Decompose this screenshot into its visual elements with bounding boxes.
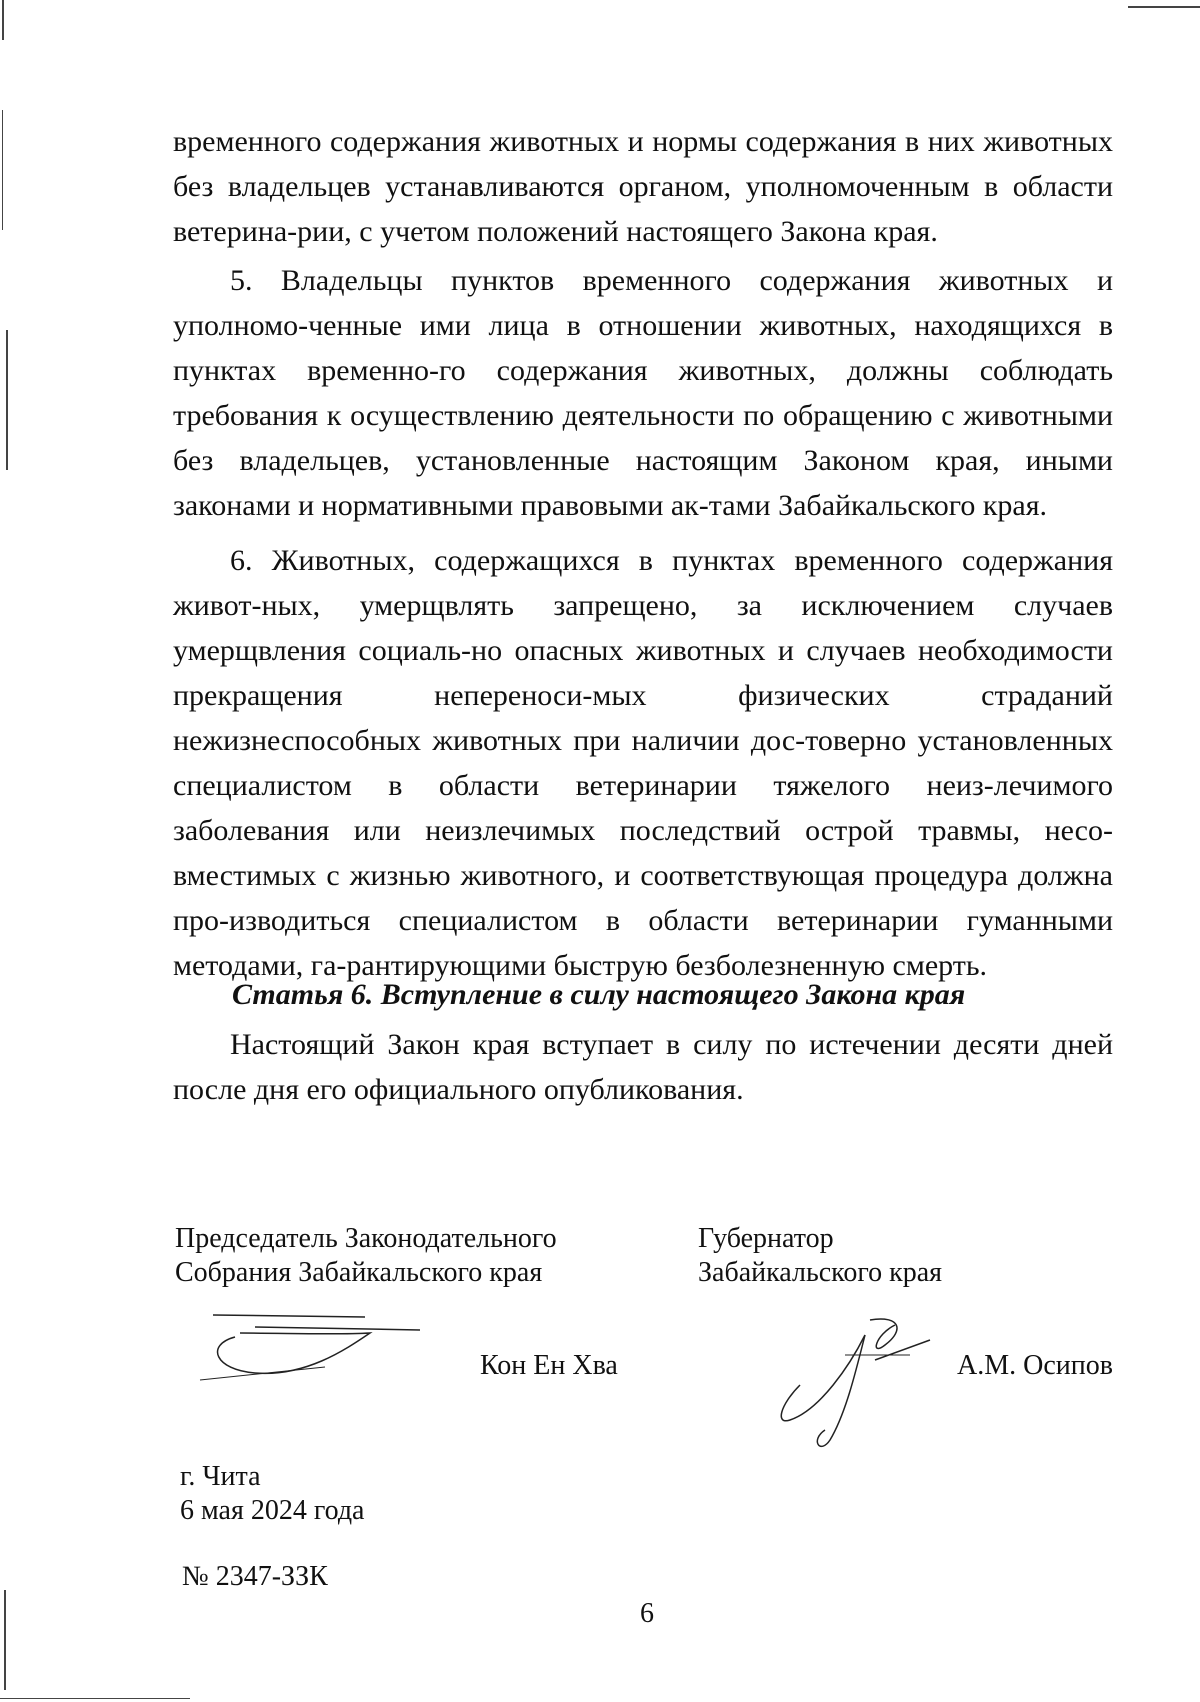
scan-edge-mark [6,330,8,470]
right-signatory-title-line2: Забайкальского края [698,1257,943,1288]
paragraph-continuation: временного содержания животных и нормы содержания в них животных без владельцев устанавливаются органом, уполномоченным в области ветерина-рии, с учетом положений настоящего Закона края. [173,125,1113,248]
article-text: Настоящий Закон края вступает в силу по истечении десяти дней после дня его официального опубликования. [173,1028,1113,1106]
article-heading: Статья 6. Вступление в силу настоящего Закона края [232,978,966,1011]
left-signatory-title-line1: Председатель Законодательного [175,1223,557,1254]
paragraph-item-5: 5. Владельцы пунктов временного содержания животных и уполномо-ченные ими лица в отношении животных, находящихся в пунктах временно-го содержания животных, должны соблюдать требования к осуществлению деятельности по обращению с животными без владельцев, установленные настоящим Законом края, иными законами и нормативными правовыми ак-тами Забайкальского края. [173,264,1113,522]
paragraph-item-6: 6. Животных, содержащихся в пунктах временного содержания живот-ных, умерщвлять запрещено, за исключением случаев умерщвления социаль-но опасных животных и случаев необходимости прекращения непереноси-мых физических страданий нежизнеспособных животных при наличии дос-товерно установленных специалистом в области ветеринарии тяжелого неиз-лечимого заболевания или неизлечимых последствий острой травмы, несо-вместимых с жизнью животного, и соответствующая процедура должна про-изводиться специалистом в области ветеринарии гуманными методами, га-рантирующими быструю безболезненную смерть. [173,544,1113,982]
page-number: 6 [640,1598,654,1629]
right-signatory-title [698,1222,942,1290]
right-handwritten-signature [770,1315,950,1455]
scan-edge-mark [4,1590,6,1690]
left-handwritten-signature [195,1305,425,1395]
left-signatory-name: Кон Ен Хва [480,1350,618,1381]
left-signatory-title [175,1222,557,1290]
right-signatory-name: А.М. Осипов [957,1350,1113,1381]
right-signatory-title-line1: Губернатор [698,1223,834,1254]
scan-edge-mark [1128,6,1200,8]
scan-edge-mark [2,0,4,40]
footer-city: г. Чита [180,1461,261,1492]
scan-edge-mark [0,1698,190,1699]
footer-law-number: № 2347-ЗЗК [182,1561,328,1592]
left-signatory-title-line2: Собрания Забайкальского края [175,1257,543,1288]
footer-date: 6 мая 2024 года [180,1495,365,1526]
scan-edge-mark [2,110,3,230]
